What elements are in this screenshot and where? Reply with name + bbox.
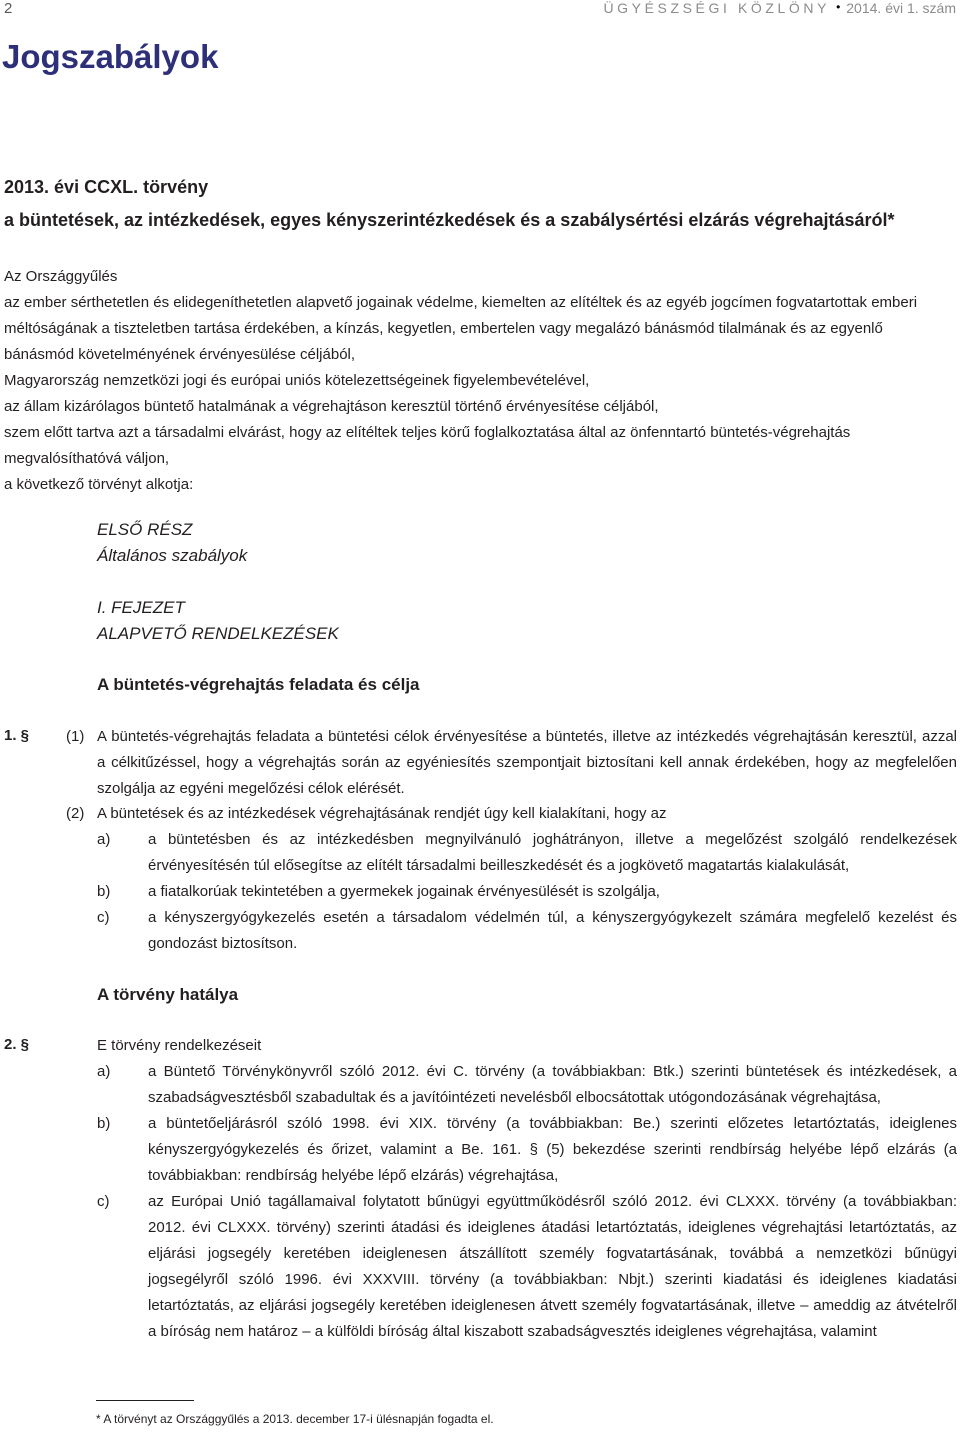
paragraph-number: (2) xyxy=(66,805,85,822)
page-number: 2 xyxy=(4,0,13,17)
part-label: ELSŐ RÉSZ xyxy=(97,520,193,539)
journal-name: ÜGYÉSZSÉGI KÖZLÖNY xyxy=(603,0,831,16)
section-intro: E törvény rendelkezéseit xyxy=(97,1037,262,1054)
preamble-line: Az Országgyűlés xyxy=(4,268,118,285)
item-text: a Büntető Törvénykönyvről szóló 2012. évi C. törvény (a továbbiakban: Btk.) szerinti büntetések és intézkedések, a szabadságvesztésből szabadultak és a javítóintézeti nevelésből elbocsátottak utógondozásának végrehajtása, xyxy=(148,1063,957,1106)
section-number: 1. § xyxy=(4,727,30,744)
preamble-line: az ember sérthetetlen és elidegeníthetetlen alapvető jogainak védelme, kiemelten az elítéltek és az egyéb jogcímen fogvatartottak emberi méltóságának a tiszteletben tartása érdekében, a kínzás, kegyetlen, embertelen vagy megalázó bánásmód tilalmának és az egyenlő bánásmód követelményének érvényesülése céljából, xyxy=(4,294,918,363)
item-text: a kényszergyógykezelés esetén a társadalom védelmén túl, a kényszergyógykezelt számára megfelelő kezelést és gondozást biztosítson. xyxy=(148,909,957,952)
item-label: a) xyxy=(97,831,111,848)
heading-scope: A törvény hatálya xyxy=(97,985,239,1004)
law-number: 2013. évi CCXL. törvény xyxy=(4,177,209,197)
separator-dot: • xyxy=(836,0,841,14)
paragraph-number: (1) xyxy=(66,728,85,745)
preamble-line: a következő törvényt alkotja: xyxy=(4,476,194,493)
footnote: * A törvényt az Országgyűlés a 2013. december 17-i ülésnapján fogadta el. xyxy=(96,1412,494,1426)
item-text: az Európai Unió tagállamaival folytatott bűnügyi együttműködésről szóló 2012. évi CLXXX. törvény (a továbbiakban: 2012. évi CLXXX. törvény) szerinti átadási és ideiglenes átadási letartóztatás, ideiglenes végrehajtási letartóztatás, az eljárási jogsegély keretében ideiglenesen átszállított személy fogvatartásának, továbbá a nemzetközi bűnügyi jogsegélyről szóló 1996. évi XXXVIII. törvény (a továbbiakban: Nbjt.) szerinti kiadatási és ideiglenes kiadatási letartóztatás, az eljárási jogsegély keretében ideiglenesen átvett személy fogvatartásának, illetve – ameddig az átvételről a bíróság nem határoz – a külföldi bíróság által kiszabott szabadságvesztés ideiglenes végrehajtása, valamint xyxy=(148,1193,957,1340)
law-title: a büntetések, az intézkedések, egyes kényszerintézkedések és a szabálysértési elzárás végrehajtásáról* xyxy=(4,210,895,230)
part-title: Általános szabályok xyxy=(97,546,248,565)
item-label: a) xyxy=(97,1063,111,1080)
heading-purpose: A büntetés-végrehajtás feladata és célja xyxy=(97,675,420,694)
preamble-line: Magyarország nemzetközi jogi és európai uniós kötelezettségeinek figyelembevételével, xyxy=(4,372,590,389)
item-text: a büntetésben és az intézkedésben megnyilvánuló joghátrányon, illetve a megelőzést szolgáló rendelkezések érvényesítésén túl elősegítse az elítélt társadalmi beilleszkedését és a jogkövető magatartás kialakulását, xyxy=(148,831,957,874)
item-text: a fiatalkorúak tekintetében a gyermekek jogainak érvényesülését is szolgálja, xyxy=(148,883,660,900)
preamble-line: az állam kizárólagos büntető hatalmának a végrehajtáson keresztül történő érvényesítése céljából, xyxy=(4,398,659,415)
item-label: c) xyxy=(97,909,110,926)
paragraph-text: A büntetés-végrehajtás feladata a büntetési célok érvényesítése a büntetés, illetve az intézkedés végrehajtásán keresztül, azzal a célkitűzéssel, hogy a végrehajtás során az egyéniesítés szempontjait biztosítani kell annak érdekében, hogy az megfelelően szolgálja az egyéni megelőzési célok elérését. xyxy=(97,728,957,797)
section-number: 2. § xyxy=(4,1036,30,1053)
issue-label: 2014. évi 1. szám xyxy=(846,0,956,16)
item-label: b) xyxy=(97,883,111,900)
running-header xyxy=(603,0,956,16)
footnote-divider xyxy=(96,1400,194,1401)
paragraph-text: A büntetések és az intézkedések végrehajtásának rendjét úgy kell kialakítani, hogy az xyxy=(97,805,667,822)
preamble-line: szem előtt tartva azt a társadalmi elvárást, hogy az elítéltek teljes körű foglalkoztatása által az önfenntartó büntetés-végrehajtás megvalósíthatóvá váljon, xyxy=(4,424,851,467)
section-title: Jogszabályok xyxy=(2,38,219,75)
chapter-label: I. FEJEZET xyxy=(97,598,185,617)
item-label: c) xyxy=(97,1193,110,1210)
item-text: a büntetőeljárásról szóló 1998. évi XIX. törvény (a továbbiakban: Be.) szerinti előzetes letartóztatás, ideiglenes kényszergyógykezelés és őrizet, valamint a Be. 161. § (5) bekezdése szerinti rendbírság helyébe lépő elzárás (a továbbiakban: rendbírság helyébe lépő elzárás) végrehajtása, xyxy=(148,1115,957,1184)
preamble xyxy=(4,264,957,498)
chapter-title: ALAPVETŐ RENDELKEZÉSEK xyxy=(97,624,339,643)
item-label: b) xyxy=(97,1115,111,1132)
